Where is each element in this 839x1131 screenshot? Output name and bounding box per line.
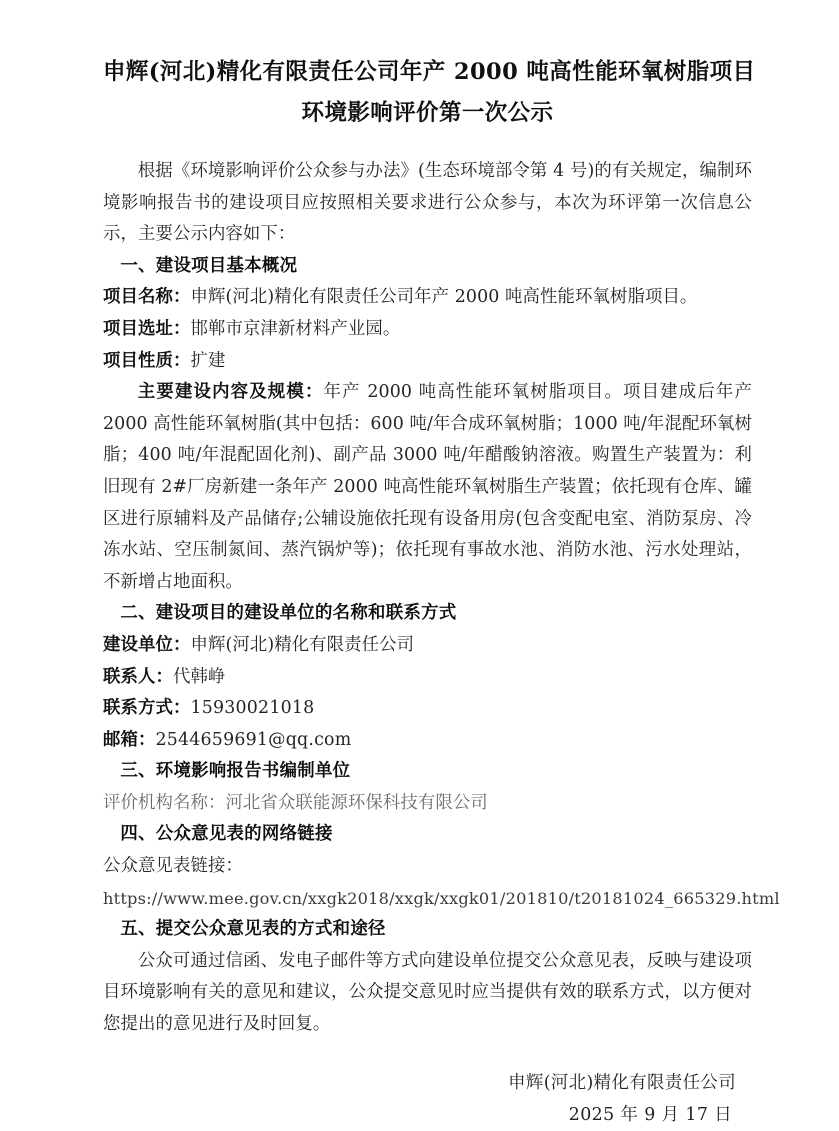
contact-email-value: 2544659691@qq.com	[155, 729, 352, 750]
contact-email-row	[103, 725, 752, 757]
project-nature-label: 项目性质：	[103, 350, 191, 371]
public-opinion-link-url[interactable]: https://www.mee.gov.cn/xxgk2018/xxgk/xxgk01/201810/t20181024_665329.html	[103, 888, 780, 908]
section-heading-one: 一、建设项目基本概况	[120, 255, 298, 276]
contact-person-label: 联系人：	[103, 666, 173, 687]
project-scope-value: 年产 2000 吨高性能环氧树脂项目。项目建成后年产 2000 高性能环氧树脂(其中包括：600 吨/年合成环氧树脂；1000 吨/年混配环氧树脂；400 吨/年混配固化剂)、副产品 3000 吨/年醋酸钠溶液。购置生产装置为：利旧现有 2#厂房新建一条年产 2000 吨高性能环氧树脂生产装置；依托现有仓库、罐区进行原辅料及产品储存;公辅设施依托现有设备用房(包含变配电室、消防泵房、冷冻水站、空压制氮间、蒸汽锅炉等)；依托现有事故水池、消防水池、污水处理站，不新增占地面积。	[103, 382, 752, 592]
project-nature-row	[103, 346, 752, 378]
signature-block	[103, 1067, 752, 1131]
project-nature-value: 扩建	[190, 350, 226, 371]
section-heading-three: 三、环境影响报告书编制单位	[120, 761, 351, 782]
contact-phone-row	[103, 693, 752, 725]
project-scope-row	[103, 377, 752, 598]
project-name-row	[103, 282, 752, 314]
public-opinion-link-label: 公众意见表链接：	[103, 856, 243, 877]
assessment-agency-value: 河北省众联能源环保科技有限公司	[225, 792, 488, 813]
project-scope-label: 主要建设内容及规模：	[137, 382, 324, 403]
title-line-1: 申辉(河北)精化有限责任公司年产 2000 吨高性能环氧树脂项目	[103, 59, 756, 85]
section-heading-five: 五、提交公众意见表的方式和途径	[120, 919, 386, 940]
title-line-2: 环境影响评价第一次公示	[301, 100, 554, 126]
intro-paragraph: 根据《环境影响评价公众参与办法》(生态环境部令第 4 号)的有关规定，编制环境影响报告书的建设项目应按照相关要求进行公众参与，本次为环评第一次信息公示，主要公示内容如下：	[103, 161, 752, 245]
document-body	[103, 156, 780, 1041]
project-site-row	[103, 314, 752, 346]
project-name-value: 申辉(河北)精化有限责任公司年产 2000 吨高性能环氧树脂项目。	[190, 287, 698, 308]
section-heading-four: 四、公众意见表的网络链接	[120, 824, 333, 845]
signature-date: 2025 年 9 月 17 日	[568, 1104, 732, 1125]
submission-paragraph: 公众可通过信函、发电子邮件等方式向建设单位提交公众意见表，反映与建设项目环境影响有关的意见和建议，公众提交意见时应当提供有效的联系方式，以方便对您提出的意见进行及时回复。	[103, 950, 752, 1035]
project-site-value: 邯郸市京津新材料产业园。	[190, 318, 401, 339]
construction-unit-value: 申辉(河北)精化有限责任公司	[190, 634, 415, 655]
contact-phone-label: 联系方式：	[103, 698, 191, 719]
construction-unit-label: 建设单位：	[103, 634, 191, 655]
construction-unit-row	[103, 630, 752, 662]
section-heading-two: 二、建设项目的建设单位的名称和联系方式	[120, 603, 457, 624]
contact-phone-value: 15930021018	[190, 698, 315, 719]
contact-person-value: 代韩峥	[172, 666, 226, 687]
signature-organization: 申辉(河北)精化有限责任公司	[508, 1072, 736, 1093]
assessment-agency-row	[103, 788, 752, 820]
page-title	[103, 44, 756, 134]
contact-email-label: 邮箱：	[103, 729, 156, 750]
contact-person-row	[103, 662, 752, 694]
project-site-label: 项目选址：	[103, 318, 191, 339]
assessment-agency-label: 评价机构名称：	[103, 792, 226, 813]
project-name-label: 项目名称：	[103, 287, 191, 308]
